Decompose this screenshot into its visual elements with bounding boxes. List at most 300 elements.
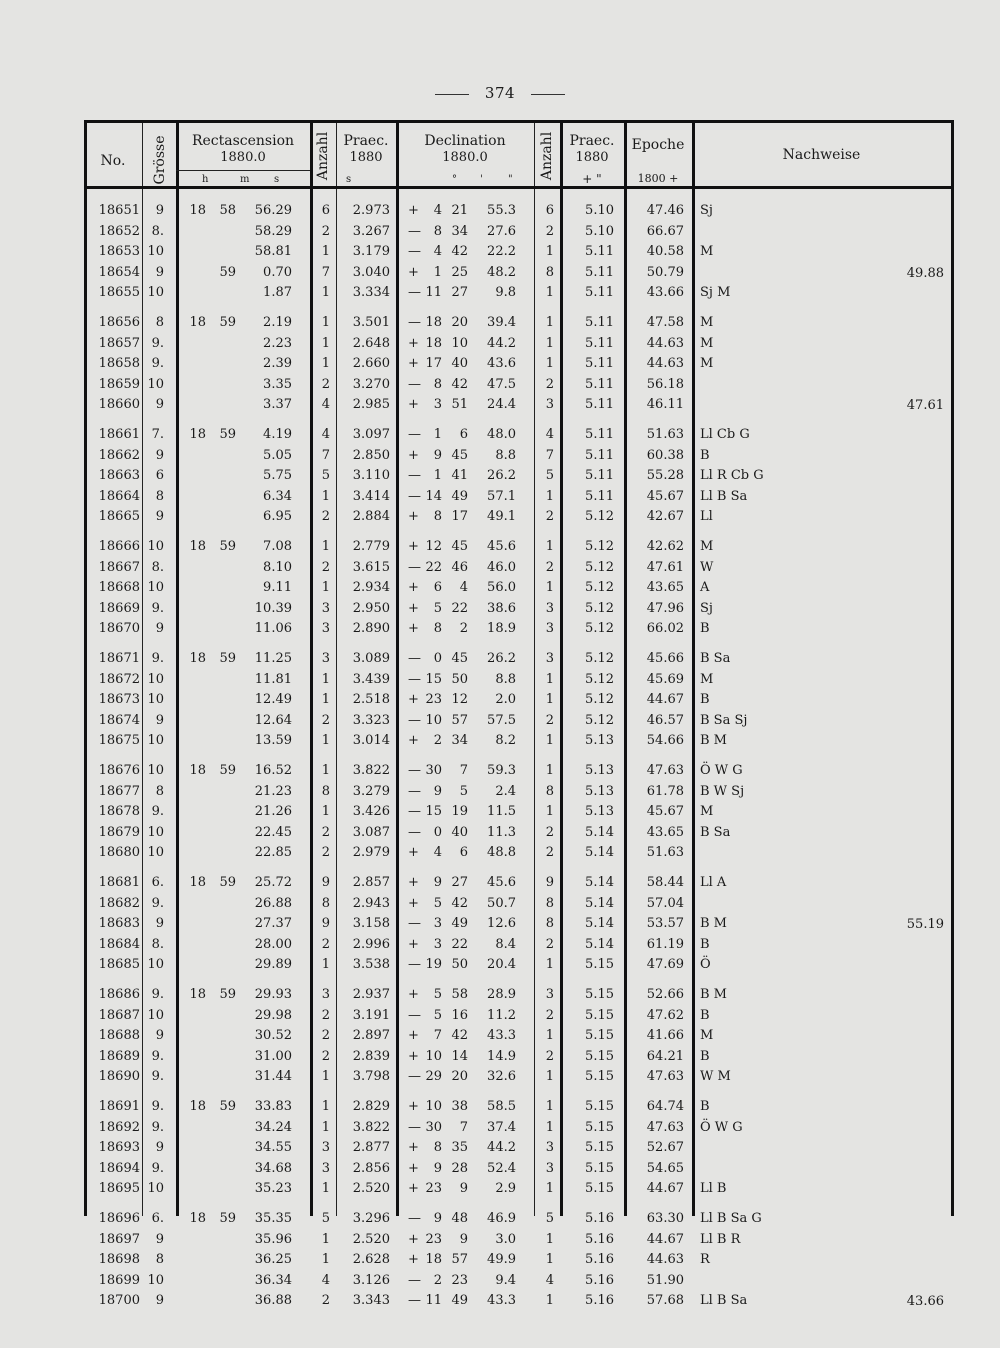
header-ra: Rectascension <box>191 133 295 149</box>
cell-praec-2: 5.11 <box>585 244 614 260</box>
cell-decl-sec: 43.3 <box>487 1028 516 1044</box>
cell-decl-min: 40 <box>451 824 468 840</box>
cell-decl-sign: + <box>408 509 419 525</box>
cell-decl-min: 7 <box>459 1119 468 1135</box>
cell-anzahl-1: 2 <box>321 845 330 861</box>
cell-anzahl-1: 1 <box>321 1069 330 1085</box>
table-row <box>84 284 951 302</box>
cell-praec-2: 5.14 <box>585 916 614 932</box>
cell-epoche: 64.74 <box>646 1099 684 1114</box>
cell-nachweise: Ö W G <box>700 763 743 778</box>
cell-epoche: 51.63 <box>646 845 684 861</box>
cell-decl-deg: 3 <box>433 936 442 952</box>
cell-ra-m: 59 <box>219 987 236 1002</box>
cell-decl-min: 6 <box>459 845 468 861</box>
cell-ra-m: 59 <box>219 875 236 890</box>
table-row <box>84 1160 951 1178</box>
cell-ra-s: 12.64 <box>254 712 292 728</box>
cell-decl-min: 10 <box>451 335 468 351</box>
cell-praec-1: 2.520 <box>352 1181 390 1197</box>
cell-decl-min: 46 <box>451 559 468 575</box>
table-row <box>84 396 951 414</box>
cell-no: 18691 <box>98 1099 140 1114</box>
cell-anzahl-1: 9 <box>321 875 330 890</box>
cell-groesse: 9. <box>151 804 164 820</box>
cell-ra-s: 22.45 <box>254 824 292 840</box>
cell-nachweise: B <box>700 1048 710 1064</box>
cell-praec-1: 3.822 <box>352 763 390 778</box>
cell-praec-1: 3.040 <box>352 264 390 280</box>
cell-no: 18698 <box>98 1252 140 1268</box>
cell-epoche: 47.46 <box>646 203 684 218</box>
cell-epoche: 64.21 <box>646 1048 684 1064</box>
header-ra-unit-h: h <box>202 174 209 185</box>
table-row <box>84 1231 951 1249</box>
cell-groesse: 6. <box>151 1211 164 1226</box>
cell-ra-h: 18 <box>189 315 206 330</box>
cell-epoche: 50.79 <box>646 264 684 280</box>
cell-decl-min: 45 <box>451 651 468 666</box>
cell-decl-sec: 39.4 <box>487 315 516 330</box>
cell-decl-sign: + <box>408 936 419 952</box>
cell-nachweise: B M <box>700 916 727 932</box>
cell-anzahl-2: 2 <box>545 376 554 392</box>
cell-groesse: 10 <box>147 957 164 973</box>
cell-epoche: 43.66 <box>646 285 684 301</box>
cell-decl-min: 17 <box>451 509 468 525</box>
cell-anzahl-2: 3 <box>545 987 554 1002</box>
cell-ra-m: 59 <box>219 1099 236 1114</box>
cell-decl-sec: 58.5 <box>487 1099 516 1114</box>
cell-epoche: 52.66 <box>646 987 684 1002</box>
cell-anzahl-1: 4 <box>321 427 330 442</box>
cell-anzahl-1: 1 <box>321 1252 330 1268</box>
cell-ra-s: 10.39 <box>254 600 292 616</box>
cell-epoche: 61.19 <box>646 936 684 952</box>
cell-anzahl-2: 2 <box>545 223 554 239</box>
cell-no: 18670 <box>98 621 140 637</box>
cell-ra-s: 58.29 <box>254 223 292 239</box>
cell-praec-2: 5.16 <box>585 1231 614 1247</box>
cell-nachweise: B Sa <box>700 824 731 840</box>
cell-no: 18699 <box>98 1272 140 1288</box>
cell-decl-sec: 50.7 <box>487 895 516 911</box>
cell-praec-1: 3.538 <box>352 957 390 973</box>
cell-decl-sec: 32.6 <box>487 1069 516 1085</box>
cell-no: 18690 <box>98 1069 140 1085</box>
table-row <box>84 1210 951 1228</box>
cell-praec-2: 5.15 <box>585 1069 614 1085</box>
cell-no: 18676 <box>98 763 140 778</box>
cell-praec-2: 5.16 <box>585 1272 614 1288</box>
cell-decl-sec: 59.3 <box>487 763 516 778</box>
cell-praec-2: 5.12 <box>585 651 614 666</box>
cell-praec-2: 5.12 <box>585 559 614 575</box>
cell-decl-sec: 47.5 <box>487 376 516 392</box>
cell-ra-s: 31.00 <box>254 1048 292 1064</box>
cell-decl-deg: 11 <box>425 1293 442 1309</box>
cell-decl-sign: + <box>408 580 419 596</box>
cell-decl-sign: + <box>408 1140 419 1156</box>
cell-decl-sign: + <box>408 1099 419 1114</box>
cell-anzahl-2: 1 <box>545 1231 554 1247</box>
cell-praec-2: 5.13 <box>585 783 614 799</box>
cell-no: 18684 <box>98 936 140 952</box>
cell-decl-min: 57 <box>451 712 468 728</box>
cell-praec-1: 3.279 <box>352 783 390 799</box>
cell-no: 18663 <box>98 468 140 484</box>
cell-nachweise: B <box>700 936 710 952</box>
cell-decl-deg: 18 <box>425 1252 442 1268</box>
cell-decl-deg: 4 <box>433 845 442 861</box>
cell-ra-h: 18 <box>189 427 206 442</box>
cell-nachweise: Ö W G <box>700 1119 743 1135</box>
cell-ra-m: 59 <box>219 427 236 442</box>
header-groesse: Grösse <box>152 135 168 185</box>
cell-no: 18671 <box>98 651 140 666</box>
cell-ra-s: 16.52 <box>254 763 292 778</box>
cell-anzahl-2: 2 <box>545 824 554 840</box>
cell-anzahl-2: 2 <box>545 559 554 575</box>
cell-praec-1: 3.414 <box>352 488 390 504</box>
cell-praec-2: 5.15 <box>585 1181 614 1197</box>
cell-anzahl-2: 1 <box>545 580 554 596</box>
cell-praec-1: 2.973 <box>352 203 390 218</box>
cell-decl-sec: 46.9 <box>487 1211 516 1226</box>
cell-no: 18668 <box>98 580 140 596</box>
cell-groesse: 10 <box>147 671 164 687</box>
cell-decl-min: 42 <box>451 244 468 260</box>
cell-decl-min: 21 <box>451 203 468 218</box>
cell-decl-deg: 10 <box>425 712 442 728</box>
cell-decl-sec: 26.2 <box>487 468 516 484</box>
cell-decl-sec: 9.8 <box>495 285 516 301</box>
cell-groesse: 9 <box>155 712 164 728</box>
cell-praec-2: 5.11 <box>585 335 614 351</box>
cell-nachweise: W M <box>700 1069 731 1085</box>
cell-groesse: 8 <box>155 783 164 799</box>
cell-decl-sec: 48.8 <box>487 845 516 861</box>
cell-praec-1: 2.660 <box>352 356 390 372</box>
cell-decl-sec: 26.2 <box>487 651 516 666</box>
cell-praec-2: 5.12 <box>585 712 614 728</box>
cell-ra-h: 18 <box>189 539 206 554</box>
header-decl-unit-sec: " <box>508 174 513 185</box>
cell-decl-sec: 44.2 <box>487 335 516 351</box>
cell-anzahl-1: 1 <box>321 580 330 596</box>
table-row <box>84 538 951 556</box>
cell-decl-sign: — <box>408 468 421 484</box>
cell-decl-min: 35 <box>451 1140 468 1156</box>
cell-decl-sign: + <box>408 264 419 280</box>
table-row <box>84 355 951 373</box>
cell-decl-sec: 46.0 <box>487 559 516 575</box>
cell-anzahl-1: 2 <box>321 712 330 728</box>
cell-decl-deg: 9 <box>433 875 442 890</box>
cell-ra-h: 18 <box>189 763 206 778</box>
cell-decl-deg: 4 <box>433 244 442 260</box>
cell-epoche: 45.67 <box>646 804 684 820</box>
table-row <box>84 986 951 1004</box>
cell-nachweise: M <box>700 804 714 820</box>
table-row <box>84 1272 951 1290</box>
cell-decl-deg: 2 <box>433 1272 442 1288</box>
cell-decl-min: 23 <box>451 1272 468 1288</box>
cell-praec-1: 2.890 <box>352 621 390 637</box>
cell-decl-sign: — <box>408 1272 421 1288</box>
cell-anzahl-1: 1 <box>321 539 330 554</box>
header-anzahl-2: Anzahl <box>539 131 555 181</box>
cell-ra-h: 18 <box>189 1211 206 1226</box>
cell-groesse: 6 <box>155 468 164 484</box>
cell-epoche: 42.67 <box>646 509 684 525</box>
header-anzahl-1: Anzahl <box>315 131 331 181</box>
cell-groesse: 9. <box>151 600 164 616</box>
cell-groesse: 9 <box>155 916 164 932</box>
cell-ra-s: 29.89 <box>254 957 292 973</box>
cell-groesse: 10 <box>147 376 164 392</box>
cell-decl-sign: — <box>408 1007 421 1023</box>
table-row <box>84 874 951 892</box>
cell-nachweise: M <box>700 244 714 260</box>
table-row <box>84 956 951 974</box>
cell-anzahl-1: 8 <box>321 783 330 799</box>
cell-decl-sec: 12.6 <box>487 916 516 932</box>
cell-praec-1: 3.097 <box>352 427 390 442</box>
cell-nachweise: Ll Cb G <box>700 427 750 442</box>
cell-decl-sec: 56.0 <box>487 580 516 596</box>
cell-groesse: 9 <box>155 621 164 637</box>
cell-ra-s: 36.34 <box>254 1272 292 1288</box>
cell-praec-2: 5.12 <box>585 539 614 554</box>
cell-groesse: 9 <box>155 397 164 413</box>
cell-no: 18655 <box>98 285 140 301</box>
cell-praec-2: 5.11 <box>585 397 614 413</box>
cell-anzahl-1: 1 <box>321 957 330 973</box>
cell-decl-sign: — <box>408 824 421 840</box>
cell-ra-s: 7.08 <box>263 539 292 554</box>
cell-decl-deg: 8 <box>433 1140 442 1156</box>
cell-nachweise: B <box>700 1099 710 1114</box>
cell-decl-sign: + <box>408 539 419 554</box>
cell-no: 18659 <box>98 376 140 392</box>
cell-decl-sign: — <box>408 315 421 330</box>
side-note: 43.66 <box>906 1294 944 1310</box>
cell-ra-s: 33.83 <box>254 1099 292 1114</box>
cell-anzahl-2: 4 <box>545 1272 554 1288</box>
cell-decl-deg: 1 <box>433 468 442 484</box>
cell-decl-deg: 8 <box>433 509 442 525</box>
cell-groesse: 9. <box>151 1099 164 1114</box>
cell-no: 18688 <box>98 1028 140 1044</box>
cell-decl-sign: — <box>408 427 421 442</box>
cell-anzahl-1: 4 <box>321 397 330 413</box>
cell-anzahl-2: 1 <box>545 356 554 372</box>
table-row <box>84 559 951 577</box>
cell-anzahl-2: 2 <box>545 845 554 861</box>
cell-decl-sign: + <box>408 1231 419 1247</box>
cell-decl-sign: + <box>408 845 419 861</box>
cell-decl-min: 19 <box>451 804 468 820</box>
cell-praec-2: 5.12 <box>585 509 614 525</box>
cell-anzahl-2: 1 <box>545 244 554 260</box>
cell-decl-sign: + <box>408 356 419 372</box>
cell-ra-s: 56.29 <box>254 203 292 218</box>
cell-no: 18687 <box>98 1007 140 1023</box>
cell-praec-1: 2.648 <box>352 335 390 351</box>
cell-groesse: 8. <box>151 559 164 575</box>
cell-praec-2: 5.14 <box>585 936 614 952</box>
cell-decl-sec: 2.4 <box>495 783 516 799</box>
cell-decl-deg: 15 <box>425 671 442 687</box>
cell-anzahl-2: 6 <box>545 203 554 218</box>
cell-anzahl-1: 5 <box>321 1211 330 1226</box>
cell-groesse: 9. <box>151 1048 164 1064</box>
cell-no: 18661 <box>98 427 140 442</box>
cell-decl-min: 14 <box>451 1048 468 1064</box>
cell-praec-1: 3.296 <box>352 1211 390 1226</box>
cell-epoche: 47.63 <box>646 1119 684 1135</box>
cell-decl-min: 7 <box>459 763 468 778</box>
cell-decl-sign: + <box>408 1160 419 1176</box>
cell-groesse: 10 <box>147 1007 164 1023</box>
cell-decl-sign: — <box>408 1069 421 1085</box>
cell-ra-s: 11.81 <box>254 671 292 687</box>
cell-ra-m: 59 <box>219 264 236 280</box>
cell-decl-sec: 14.9 <box>487 1048 516 1064</box>
cell-nachweise: Ll B <box>700 1181 727 1197</box>
cell-decl-deg: 1 <box>433 264 442 280</box>
cell-groesse: 10 <box>147 1181 164 1197</box>
cell-nachweise: M <box>700 335 714 351</box>
cell-anzahl-1: 1 <box>321 1231 330 1247</box>
cell-anzahl-1: 4 <box>321 1272 330 1288</box>
cell-ra-s: 34.24 <box>254 1119 292 1135</box>
cell-anzahl-2: 4 <box>545 427 554 442</box>
cell-decl-sign: + <box>408 1028 419 1044</box>
cell-groesse: 10 <box>147 285 164 301</box>
page-number: 374 <box>0 84 1000 102</box>
cell-anzahl-2: 3 <box>545 621 554 637</box>
cell-praec-1: 2.518 <box>352 692 390 708</box>
cell-decl-sec: 9.4 <box>495 1272 516 1288</box>
cell-decl-sec: 11.3 <box>487 824 516 840</box>
cell-anzahl-1: 1 <box>321 692 330 708</box>
cell-epoche: 63.30 <box>646 1211 684 1226</box>
header-epoche-unit: 1800 + <box>637 172 679 185</box>
side-note: 49.88 <box>906 265 944 281</box>
cell-epoche: 45.66 <box>646 651 684 666</box>
cell-epoche: 40.58 <box>646 244 684 260</box>
cell-praec-1: 3.014 <box>352 733 390 749</box>
cell-decl-min: 28 <box>451 1160 468 1176</box>
cell-decl-deg: 18 <box>425 335 442 351</box>
cell-decl-min: 49 <box>451 1293 468 1309</box>
cell-decl-min: 20 <box>451 315 468 330</box>
cell-ra-s: 29.93 <box>254 987 292 1002</box>
cell-groesse: 7. <box>151 427 164 442</box>
cell-no: 18664 <box>98 488 140 504</box>
cell-praec-1: 2.857 <box>352 875 390 890</box>
cell-decl-sec: 52.4 <box>487 1160 516 1176</box>
cell-decl-deg: 23 <box>425 692 442 708</box>
table-row <box>84 243 951 261</box>
cell-praec-2: 5.14 <box>585 875 614 890</box>
cell-nachweise: Ll <box>700 509 713 525</box>
cell-decl-sec: 3.0 <box>495 1231 516 1247</box>
star-catalogue-table <box>84 120 954 1310</box>
cell-decl-sign: — <box>408 244 421 260</box>
cell-decl-deg: 29 <box>425 1069 442 1085</box>
cell-epoche: 41.66 <box>646 1028 684 1044</box>
cell-decl-deg: 9 <box>433 1211 442 1226</box>
cell-praec-2: 5.12 <box>585 692 614 708</box>
table-row <box>84 314 951 332</box>
cell-anzahl-2: 1 <box>545 763 554 778</box>
cell-ra-s: 28.00 <box>254 936 292 952</box>
cell-epoche: 66.02 <box>646 621 684 637</box>
cell-praec-2: 5.13 <box>585 763 614 778</box>
table-row <box>84 844 951 862</box>
cell-no: 18680 <box>98 845 140 861</box>
cell-ra-s: 3.35 <box>263 376 292 392</box>
cell-praec-1: 3.179 <box>352 244 390 260</box>
cell-groesse: 9 <box>155 509 164 525</box>
cell-no: 18692 <box>98 1119 140 1135</box>
cell-nachweise: Ö <box>700 957 711 973</box>
cell-anzahl-2: 1 <box>545 1099 554 1114</box>
side-note: 47.61 <box>906 398 944 414</box>
cell-anzahl-1: 1 <box>321 733 330 749</box>
cell-groesse: 8 <box>155 1252 164 1268</box>
cell-decl-sign: + <box>408 1252 419 1268</box>
cell-ra-h: 18 <box>189 987 206 1002</box>
cell-decl-sec: 28.9 <box>487 987 516 1002</box>
cell-decl-sec: 49.1 <box>487 509 516 525</box>
cell-decl-sign: — <box>408 223 421 239</box>
cell-groesse: 10 <box>147 845 164 861</box>
cell-anzahl-1: 1 <box>321 335 330 351</box>
table-row <box>84 202 951 220</box>
cell-decl-deg: 9 <box>433 783 442 799</box>
cell-anzahl-2: 8 <box>545 264 554 280</box>
cell-decl-deg: 6 <box>433 580 442 596</box>
cell-decl-deg: 5 <box>433 895 442 911</box>
cell-no: 18672 <box>98 671 140 687</box>
cell-anzahl-2: 3 <box>545 397 554 413</box>
cell-ra-s: 34.55 <box>254 1140 292 1156</box>
cell-epoche: 44.63 <box>646 356 684 372</box>
cell-decl-min: 25 <box>451 264 468 280</box>
cell-anzahl-2: 2 <box>545 936 554 952</box>
cell-decl-min: 34 <box>451 733 468 749</box>
cell-ra-s: 26.88 <box>254 895 292 911</box>
cell-anzahl-2: 3 <box>545 1140 554 1156</box>
cell-nachweise: Sj <box>700 203 713 218</box>
cell-groesse: 10 <box>147 733 164 749</box>
cell-decl-sign: + <box>408 621 419 637</box>
cell-no: 18693 <box>98 1140 140 1156</box>
cell-anzahl-1: 2 <box>321 936 330 952</box>
cell-praec-1: 2.979 <box>352 845 390 861</box>
cell-decl-sign: — <box>408 1293 421 1309</box>
cell-praec-2: 5.12 <box>585 580 614 596</box>
cell-decl-sign: — <box>408 1211 421 1226</box>
cell-praec-2: 5.16 <box>585 1293 614 1309</box>
cell-epoche: 58.44 <box>646 875 684 890</box>
cell-praec-2: 5.10 <box>585 203 614 218</box>
cell-ra-s: 11.06 <box>254 621 292 637</box>
